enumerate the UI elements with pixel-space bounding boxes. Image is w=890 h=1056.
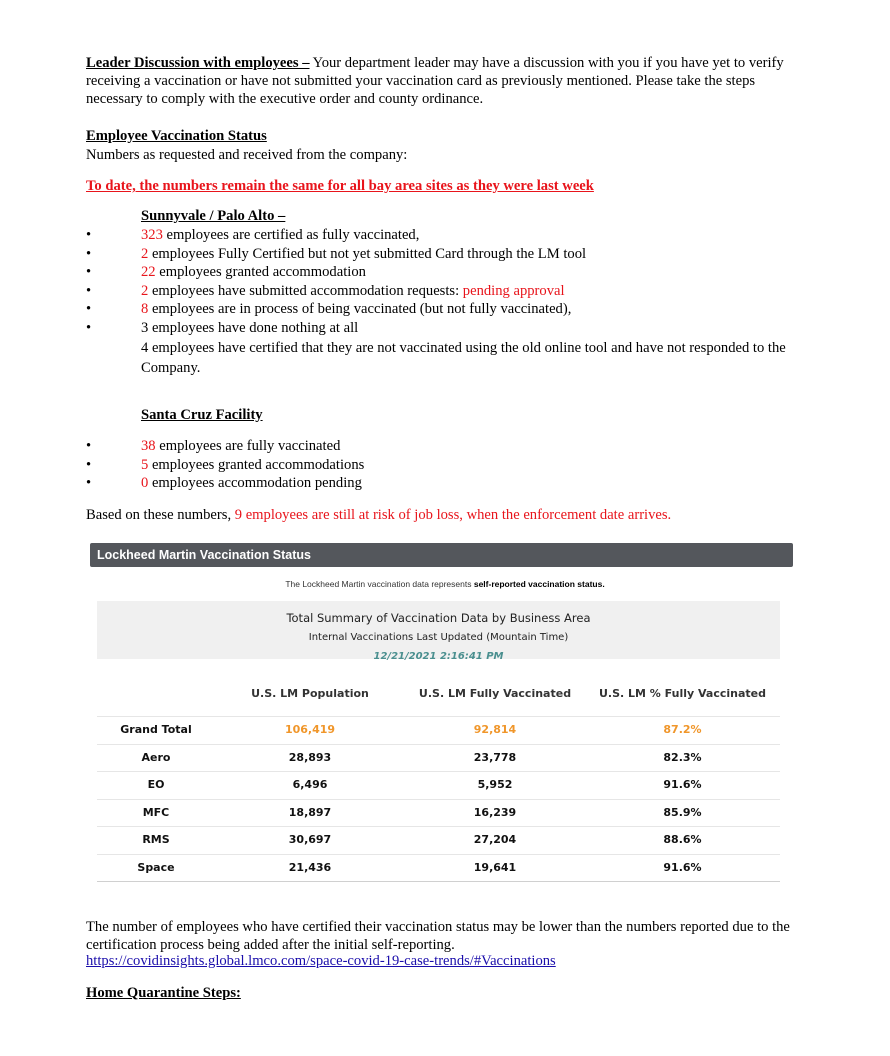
bullet-icon: • — [86, 438, 92, 454]
table-cell: 6,496 — [292, 778, 328, 792]
table-cell: 92,814 — [473, 723, 517, 737]
table-cell: RMS — [142, 833, 170, 847]
column-header: U.S. LM Population — [251, 687, 369, 700]
table-row — [97, 772, 780, 800]
table-row — [97, 855, 780, 883]
item-text: employees are fully vaccinated — [155, 438, 341, 454]
risk-text: 9 employees are still at risk of job loss, when the enforcement date arrives. — [234, 507, 672, 523]
quarantine-heading — [86, 984, 796, 1002]
summary-box — [97, 601, 780, 662]
risk-prefix: Based on these numbers, — [86, 507, 235, 523]
bullet-icon: • — [86, 282, 92, 299]
table-cell: 23,778 — [473, 750, 517, 764]
table-cell: 85.9% — [663, 805, 702, 819]
item-text: employees are in process of being vaccinated (but not fully vaccinated), — [148, 301, 572, 317]
footer-paragraph: The number of employees who have certified their vaccination status may be lower than the numbers reported due to the certification process being added after the initial self-reporting. — [86, 919, 790, 953]
table-cell: 30,697 — [288, 833, 332, 847]
table-header — [97, 672, 780, 717]
item-text: 3 employees have done nothing at all — [141, 319, 359, 336]
list-item — [86, 245, 796, 264]
column-header: U.S. LM Fully Vaccinated — [418, 687, 572, 700]
table-cell: 82.3% — [663, 750, 702, 764]
status-alert — [86, 177, 796, 195]
status-heading-text: Employee Vaccination Status — [86, 128, 267, 144]
bullet-icon: • — [86, 475, 92, 491]
table-row — [97, 827, 780, 855]
santacruz-list — [86, 437, 796, 493]
santacruz-heading — [141, 406, 851, 424]
santacruz-heading-text: Santa Cruz Facility — [141, 407, 263, 423]
summary-title: Total Summary of Vaccination Data by Business Area — [286, 611, 591, 625]
table-cell: 16,239 — [473, 805, 517, 819]
count: 8 — [141, 301, 149, 317]
table-cell: 27,204 — [473, 833, 517, 847]
list-item — [86, 282, 796, 301]
item-text: employees accommodation pending — [148, 475, 362, 491]
table-cell: 28,893 — [288, 750, 332, 764]
sunnyvale-heading-text: Sunnyvale / Palo Alto – — [141, 208, 286, 224]
count: 2 — [141, 245, 149, 262]
table-cell: 19,641 — [473, 860, 517, 874]
sunnyvale-list — [86, 226, 796, 337]
count: 0 — [141, 475, 149, 491]
table-cell: Grand Total — [120, 723, 192, 737]
table-cell: 87.2% — [663, 723, 702, 737]
bullet-icon: • — [86, 319, 92, 336]
status-heading — [86, 127, 796, 145]
list-item — [86, 474, 796, 493]
list-item — [86, 300, 796, 319]
leader-text: Your department leader may have a discussion with you if you have yet to verify receiving a vaccination or have not submitted your vaccination card as previously mentioned. Please take the steps necessary to comply with the executive order and county ordinance. — [86, 55, 784, 107]
table-cell: Space — [137, 860, 175, 874]
table-row — [97, 745, 780, 773]
risk-line — [86, 506, 796, 524]
bullet-icon: • — [86, 264, 92, 280]
note-bold: self-reported vaccination status. — [473, 579, 605, 589]
table-cell: Aero — [141, 750, 171, 764]
bullet-icon: • — [86, 245, 92, 262]
count: 323 — [141, 227, 163, 243]
count: 22 — [141, 264, 156, 280]
table-row — [97, 800, 780, 828]
vaccination-link[interactable]: https://covidinsights.global.lmco.com/space-covid-19-case-trends/#Vaccinations — [86, 953, 556, 969]
status-alert-text: To date, the numbers remain the same for all bay area sites as they were last week — [86, 178, 594, 194]
item-text: employees are certified as fully vaccinated, — [162, 227, 420, 243]
vaccination-table — [97, 672, 780, 882]
table-row — [97, 717, 780, 745]
bullet-icon: • — [86, 301, 92, 317]
note-prefix: The Lockheed Martin vaccination data represents — [285, 579, 474, 589]
count: 5 — [141, 456, 149, 473]
bullet-icon: • — [86, 227, 92, 243]
item-text: employees have submitted accommodation requests: — [148, 282, 463, 299]
list-item — [86, 263, 796, 282]
table-cell: MFC — [142, 805, 170, 819]
bullet-icon: • — [86, 456, 92, 473]
sunnyvale-note: 4 employees have certified that they are not vaccinated using the old online tool and have not responded to the Company. — [141, 340, 786, 376]
table-cell: 5,952 — [477, 778, 513, 792]
vaccination-link-line — [86, 952, 796, 970]
item-text: employees granted accommodation — [155, 264, 366, 280]
leader-paragraph — [86, 54, 796, 108]
summary-subtitle: Internal Vaccinations Last Updated (Mountain Time) — [308, 632, 569, 643]
table-cell: 91.6% — [663, 778, 702, 792]
list-item — [86, 319, 796, 338]
count: 2 — [141, 282, 149, 299]
table-cell: 21,436 — [288, 860, 332, 874]
table-cell: 91.6% — [663, 860, 702, 874]
column-header: U.S. LM % Fully Vaccinated — [598, 687, 766, 700]
table-cell: EO — [147, 778, 165, 792]
quarantine-heading-text: Home Quarantine Steps: — [86, 985, 241, 1001]
dashboard-title-bar: Lockheed Martin Vaccination Status — [90, 543, 793, 567]
sunnyvale-heading — [141, 207, 851, 225]
table-cell: 18,897 — [288, 805, 332, 819]
list-item — [86, 226, 796, 245]
list-item — [86, 456, 796, 475]
leader-heading: Leader Discussion with employees – — [86, 55, 310, 71]
count: 38 — [141, 438, 156, 454]
item-text: employees Fully Certified but not yet submitted Card through the LM tool — [148, 245, 587, 262]
summary-date: 12/21/2021 2:16:41 PM — [373, 651, 504, 662]
dashboard-note — [0, 575, 890, 593]
table-cell: 106,419 — [284, 723, 336, 737]
table-cell: 88.6% — [663, 833, 702, 847]
status-intro: Numbers as requested and received from the company: — [86, 147, 408, 163]
pending-label: pending approval — [462, 282, 565, 299]
item-text: employees granted accommodations — [148, 456, 365, 473]
list-item — [86, 437, 796, 456]
